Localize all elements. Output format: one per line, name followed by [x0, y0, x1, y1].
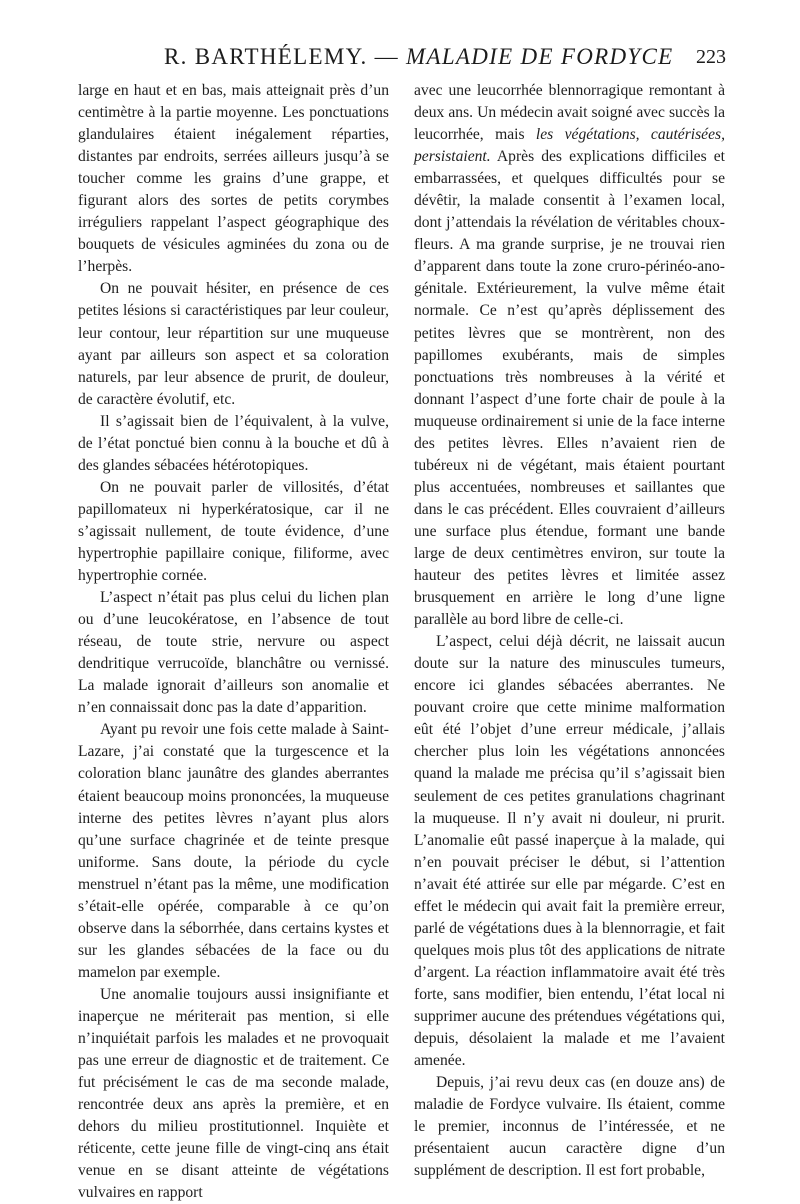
text-run: avec une leucorrhée blennorragique remontant à deux ans. Un médecin avait soigné avec succès la leucorrhée, mais	[414, 82, 725, 144]
paragraph: On ne pouvait hésiter, en présence de ces petites lésions si caractéristiques par leur couleur, leur contour, leur répartition sur une muqueuse ayant par ailleurs son aspect et sa coloration naturels, par leur absence de prurit, de douleur, de caractère évolutif, etc.	[78, 280, 389, 408]
paragraph	[414, 80, 725, 631]
text-run: Après des explications difficiles et embarrassées, et quelques difficultés pour se dévêtir, la malade consentit à l’examen local, dont j’attendais la révélation de véritables choux-fleurs. A ma grande surprise, je ne trouvai rien d’apparent dans toute la zone cruro-périnéo-ano-génitale. Extérieurement, la vulve même était normale. Ce n’est qu’après déplissement des petites lèvres que se montrèrent, non des papillomes exubérants, mais de simples ponctuations très nombreuses à la vérité et donnant l’aspect d’une forte chair de poule à la muqueuse ordinairement si unie de la face interne des petites lèvres. Elles n’avaient rien de tubéreux ni de végétant, mais étaient pourtant plus accentuées, nombreuses et saillantes que dans le cas précédent. Elles couvraient d’ailleurs une surface plus étendue, formant une bande large de deux centimètres environ, sur toute la hauteur des petites lèvres et limitée assez brusquement en arrière le long d’une ligne parallèle au bord libre de celle-ci.	[414, 148, 725, 629]
title-separator: —	[367, 44, 407, 69]
paragraph: L’aspect n’était pas plus celui du lichen plan ou d’une leucokératose, en l’absence de tout réseau, de toute strie, nervure ou aspect dendritique verrucoïde, blanchâtre ou vernissé. La malade ignorait d’ailleurs son anomalie et n’en connaissait donc pas la date d’apparition.	[78, 589, 389, 717]
paragraph: Depuis, j’ai revu deux cas (en douze ans) de maladie de Fordyce vulvaire. Ils étaient, comme le premier, inconnus de l’intéressée, et ne présentaient aucun caractère digne d’un supplément de description. Il est fort probable,	[414, 1074, 725, 1180]
paragraph: On ne pouvait parler de villosités, d’état papillomateux ni hyperkératosique, car il ne s’agissait nullement, de toute évidence, d’une hypertrophie papillaire conique, filiforme, avec hypertrophie cornée.	[78, 478, 389, 585]
paragraph: Il s’agissait bien de l’équivalent, à la vulve, de l’état ponctué bien connu à la bouche et dû à des glandes sébacées hétérotopiques.	[78, 412, 389, 474]
running-head	[78, 44, 726, 78]
italic-text-run: les végétations, cautérisées, persistaient.	[414, 126, 725, 166]
paragraph: Une anomalie toujours aussi insignifiante et inaperçue ne mériterait pas mention, si elle n’inquiétait parfois les malades et ne provoquait pas une erreur de diagnostic et de traitement. Ce fut précisément le cas de ma seconde malade, rencontrée deux ans après la première, et en dehors du milieu prostitutionnel. Inquiète et réticente, cette jeune fille de vingt-cinq ans était venue en se disant atteinte de végétations vulvaires en rapport	[78, 985, 389, 1202]
page-number: 223	[696, 46, 726, 68]
article-title: MALADIE DE FORDYCE	[406, 44, 674, 69]
paragraph: Ayant pu revoir une fois cette malade à Saint-Lazare, j’ai constaté que la turgescence et la coloration blanc jaunâtre des glandes aberrantes étaient beaucoup moins prononcées, la muqueuse interne des petites lèvres n’ayant plus alors qu’une surface chagrinée et de teinte presque uniforme. Sans doute, la période du cycle menstruel n’étant pas la même, une modification s’était-elle opérée, comparable à ce qu’on observe dans la séborrhée, dans certains kystes et sur les glandes sébacées de la face ou du mamelon par exemple.	[78, 721, 389, 981]
running-title	[164, 44, 673, 70]
left-column	[78, 80, 389, 1204]
author-name: R. BARTHÉLEMY.	[164, 44, 368, 69]
paragraph: L’aspect, celui déjà décrit, ne laissait aucun doute sur la nature des minuscules tumeurs, encore ici glandes sébacées aberrantes. Ne pouvant croire que cette minime malformation eût été l’objet d’une erreur médicale, j’allais chercher plus loin les végétations annoncées quand la malade me précisa qu’il s’agissait bien seulement de ces petites granulations chagrinant la muqueuse. Il n’y avait ni douleur, ni prurit. L’anomalie eût passé inaperçue à la malade, qui n’en pouvait préciser le début, si l’attention n’avait été attirée sur elle par mégarde. C’est en effet le médecin qui avait fait la première erreur, parlé de végétations dues à la blennorragie, et fait quelques mois plus tôt des applications de nitrate d’argent. La réaction inflammatoire avait été très forte, sans modifier, bien entendu, l’état local ni supprimer aucune des prétendues végétations qui, depuis, désolaient la malade et me l’avaient amenée.	[414, 633, 725, 1070]
paragraph: large en haut et en bas, mais atteignait près d’un centimètre à la partie moyenne. Les ponctuations glandulaires étaient inégalement réparties, distantes par endroits, serrées ailleurs jusqu’à se toucher comme les grains d’une grappe, et figurant alors des sortes de petits corymbes irréguliers rappelant l’aspect géographique des bouquets de vésicules agminées du zona ou de l’herpès.	[78, 82, 389, 276]
right-column	[414, 80, 725, 1182]
